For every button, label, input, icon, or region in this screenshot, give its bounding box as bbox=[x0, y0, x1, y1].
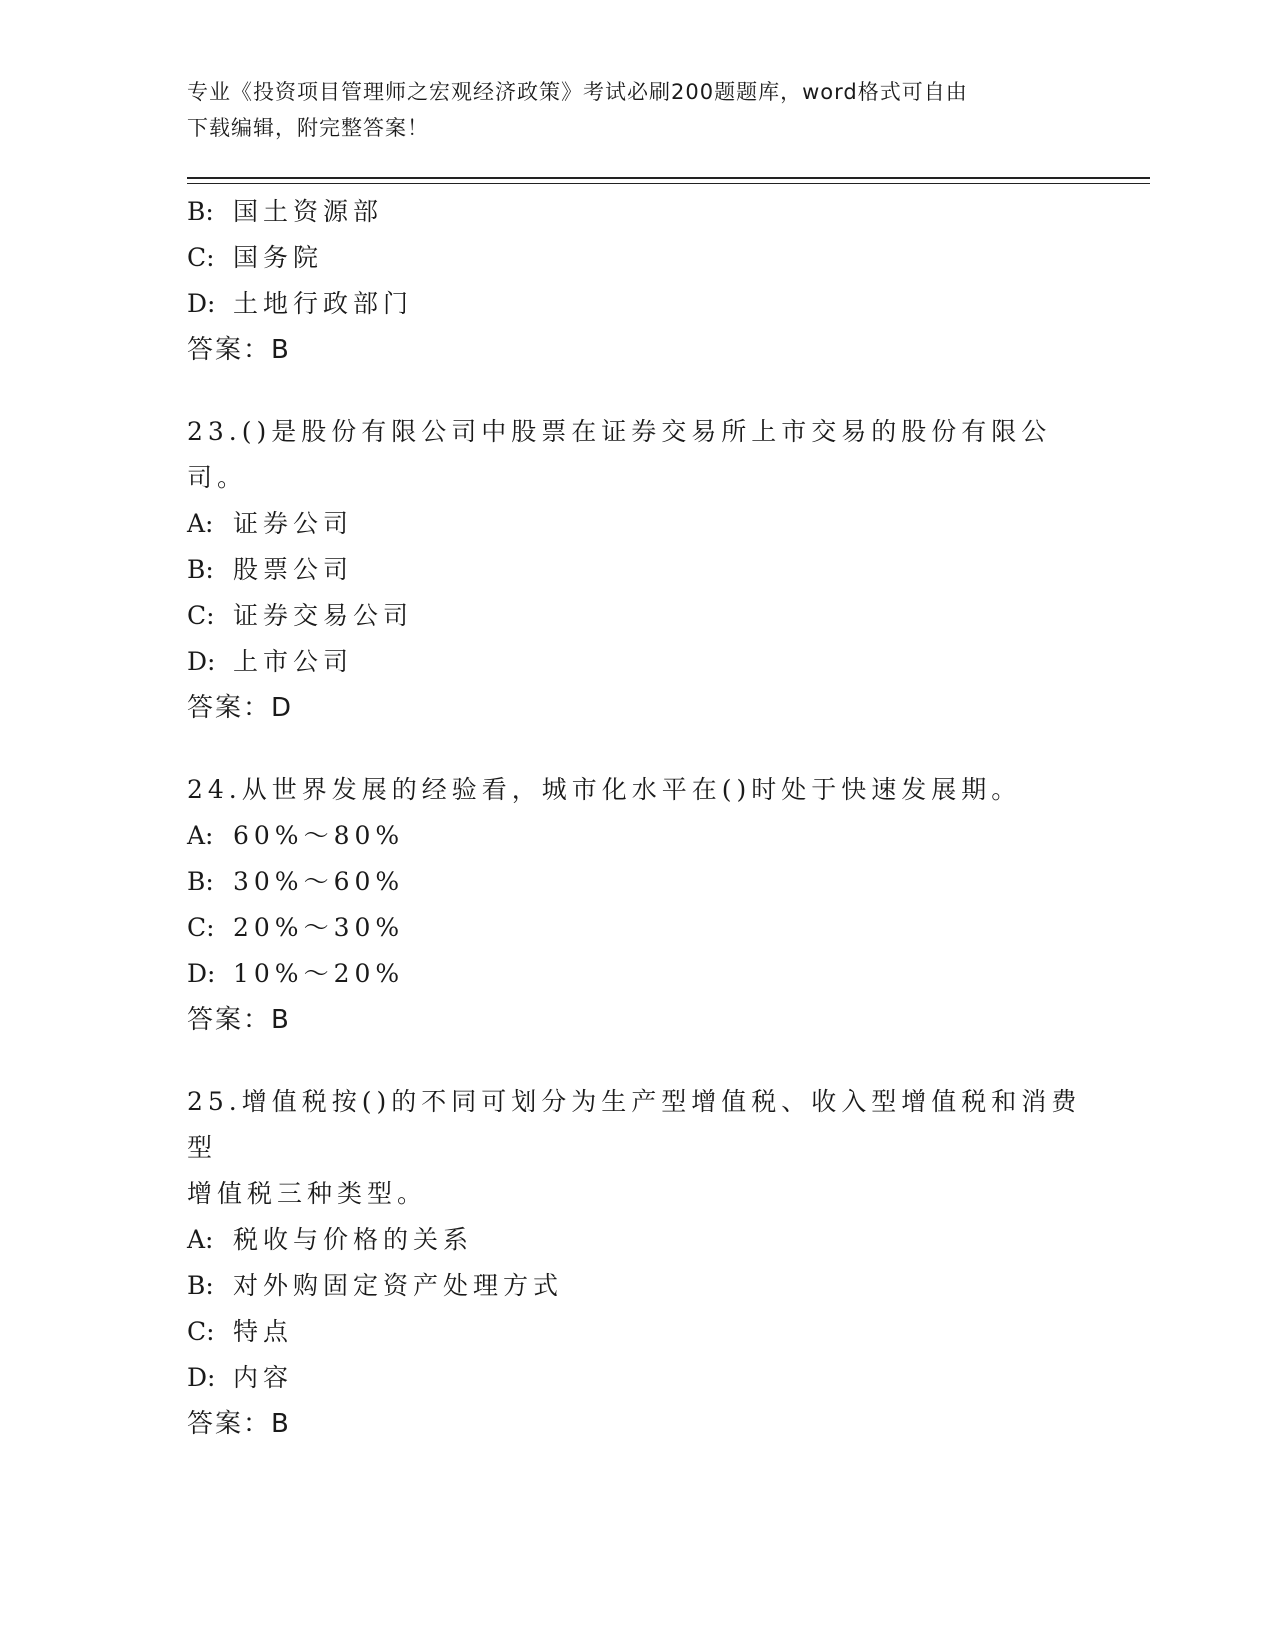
option-label: C: bbox=[187, 601, 215, 630]
option-c bbox=[187, 235, 1087, 281]
option-label: C: bbox=[187, 243, 215, 272]
option-b bbox=[187, 547, 1087, 593]
option-c bbox=[187, 593, 1087, 639]
option-a bbox=[187, 813, 1087, 859]
option-d bbox=[187, 1355, 1087, 1401]
answer: 答案：B bbox=[187, 1005, 291, 1035]
option-label: B: bbox=[187, 1271, 214, 1300]
option-label: A: bbox=[187, 821, 214, 850]
header-line-1: 专业《投资项目管理师之宏观经济政策》考试必刷200题题库，word格式可自由 bbox=[187, 80, 968, 104]
option-c bbox=[187, 1309, 1087, 1355]
option-a bbox=[187, 501, 1087, 547]
option-label: C: bbox=[187, 1317, 215, 1346]
question-content bbox=[187, 189, 1087, 1447]
option-label: A: bbox=[187, 509, 214, 538]
option-d bbox=[187, 281, 1087, 327]
option-label: C: bbox=[187, 913, 215, 942]
question-23 bbox=[187, 409, 1087, 731]
option-label: D: bbox=[187, 1363, 216, 1392]
option-b bbox=[187, 859, 1087, 905]
document-header bbox=[187, 74, 1067, 146]
option-label: B: bbox=[187, 197, 214, 226]
question-22-continued bbox=[187, 189, 1087, 373]
option-b bbox=[187, 189, 1087, 235]
answer: 答案：B bbox=[187, 1409, 291, 1439]
option-label: D: bbox=[187, 959, 216, 988]
option-text: 土地行政部门 bbox=[233, 289, 414, 318]
question-stem-line-2: 增值税三种类型。 bbox=[187, 1179, 428, 1208]
option-label: A: bbox=[187, 1225, 214, 1254]
option-text: 上市公司 bbox=[233, 647, 354, 676]
answer: 答案：D bbox=[187, 693, 294, 723]
option-text: 10%～20% bbox=[233, 959, 405, 988]
answer: 答案：B bbox=[187, 335, 291, 365]
option-text: 股票公司 bbox=[233, 555, 354, 584]
option-text: 对外购固定资产处理方式 bbox=[233, 1271, 564, 1300]
option-text: 30%～60% bbox=[233, 867, 405, 896]
question-24 bbox=[187, 767, 1087, 1043]
option-label: D: bbox=[187, 647, 216, 676]
option-text: 特点 bbox=[233, 1317, 294, 1346]
option-c bbox=[187, 905, 1087, 951]
option-text: 税收与价格的关系 bbox=[233, 1225, 474, 1254]
option-label: B: bbox=[187, 867, 214, 896]
option-b bbox=[187, 1263, 1087, 1309]
option-label: D: bbox=[187, 289, 216, 318]
header-line-2: 下载编辑，附完整答案！ bbox=[187, 116, 429, 140]
option-d bbox=[187, 639, 1087, 685]
question-25 bbox=[187, 1079, 1087, 1447]
option-label: B: bbox=[187, 555, 214, 584]
option-text: 证券公司 bbox=[233, 509, 354, 538]
option-text: 国土资源部 bbox=[233, 197, 384, 226]
option-d bbox=[187, 951, 1087, 997]
header-divider-thin bbox=[187, 183, 1150, 184]
question-stem-line-1: 25.增值税按()的不同可划分为生产型增值税、收入型增值税和消费型 bbox=[187, 1087, 1082, 1162]
option-text: 20%～30% bbox=[233, 913, 405, 942]
option-a bbox=[187, 1217, 1087, 1263]
header-divider-thick bbox=[187, 177, 1150, 179]
option-text: 证券交易公司 bbox=[233, 601, 414, 630]
option-text: 内容 bbox=[233, 1363, 294, 1392]
question-stem: 23.()是股份有限公司中股票在证券交易所上市交易的股份有限公司。 bbox=[187, 417, 1052, 492]
option-text: 国务院 bbox=[233, 243, 324, 272]
option-text: 60%～80% bbox=[233, 821, 405, 850]
question-stem: 24.从世界发展的经验看，城市化水平在()时处于快速发展期。 bbox=[187, 775, 1022, 804]
